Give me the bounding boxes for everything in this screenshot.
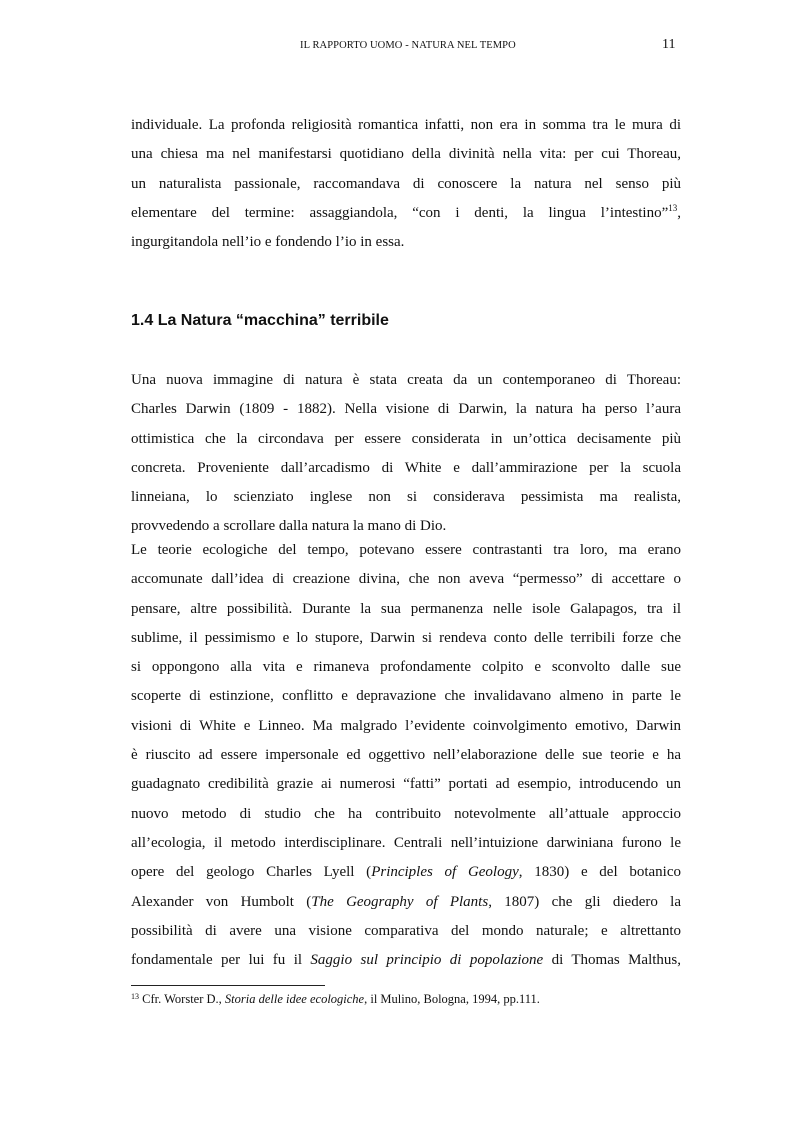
book-title: Saggio sul principio di popolazione (310, 952, 544, 969)
footnote-divider (131, 985, 325, 986)
text-line: linneiana, lo scienziato inglese non si considerava pessimista ma realista, (131, 489, 681, 506)
text-line: Charles Darwin (1809 - 1882). Nella visione di Darwin, la natura ha perso l’aura (131, 401, 681, 418)
text-segment: opere del geologo Charles Lyell ( (131, 864, 372, 881)
text-line (131, 858, 681, 887)
text-line: pensare, altre possibilità. Durante la sua permanenza nelle isole Galapagos, tra il (131, 600, 681, 617)
book-title: Principles of Geology (371, 864, 519, 881)
text-line: scoperte di estinzione, conflitto e depravazione che invalidavano almeno in parte le (131, 688, 681, 705)
text-line (131, 199, 681, 228)
text-line: è riuscito ad essere impersonale ed oggettivo nell’elaborazione delle sue teorie e ha (131, 747, 681, 764)
text-line: ingurgitandola nell’io e fondendo l’io in essa. (131, 234, 405, 251)
text-line: possibilità di avere una visione comparativa del mondo naturale; e altrettanto (131, 922, 681, 939)
footnote-book-title: Storia delle idee ecologiche (224, 992, 365, 1006)
text-segment: , (677, 204, 681, 221)
text-segment: elementare del termine: assaggiandola, “con i denti, la lingua l’intestino” (131, 204, 669, 221)
text-line: Una nuova immagine di natura è stata creata da un contemporaneo di Thoreau: (131, 372, 681, 388)
footnote-text: , il Mulino, Bologna, 1994, pp.111. (364, 992, 540, 1006)
text-segment: , 1807) che gli diedero la (488, 893, 681, 910)
footnote (131, 992, 540, 1007)
footnote-text: Cfr. Worster D., (139, 992, 225, 1006)
book-title: The Geography of Plants (311, 893, 489, 910)
text-line: Le teorie ecologiche del tempo, potevano essere contrastanti tra loro, ma erano (131, 542, 681, 558)
footnote-number: 13 (131, 992, 139, 1001)
text-line: accomunate dall’idea di creazione divina, che non aveva “permesso” di accettare o (131, 571, 681, 588)
text-segment: Alexander von Humbolt ( (131, 893, 312, 910)
text-line: visioni di White e Linneo. Ma malgrado l’evidente coinvolgimento emotivo, Darwin (131, 717, 681, 734)
text-segment: di Thomas Malthus, (543, 952, 681, 969)
page-number: 11 (662, 37, 676, 52)
text-line: si oppongono alla vita e rimaneva profondamente colpito e sconvolto dalle sue (131, 659, 681, 676)
paragraph-theories (131, 536, 681, 975)
text-line: guadagnato credibilità grazie ai numerosi “fatti” portati ad esempio, introducendo un (131, 776, 681, 793)
text-line (131, 946, 681, 975)
running-header: IL RAPPORTO UOMO - NATURA NEL TEMPO (300, 40, 516, 51)
text-line: individuale. La profonda religiosità romantica infatti, non era in somma tra le mura di (131, 117, 681, 133)
text-line: un naturalista passionale, raccomandava di conoscere la natura nel senso più (131, 175, 681, 192)
text-segment: , 1830) e del botanico (518, 864, 682, 881)
text-line: nuovo metodo di studio che ha contribuito notevolmente all’attuale approccio (131, 805, 681, 822)
text-line: una chiesa ma nel manifestarsi quotidiano della divinità nella vita: per cui Thoreau, (131, 146, 681, 163)
text-line: ottimistica che la circondava per essere considerata in un’ottica decisamente più (131, 430, 681, 447)
section-heading: 1.4 La Natura “macchina” terribile (131, 312, 389, 329)
text-line: provvedendo a scrollare dalla natura la mano di Dio. (131, 518, 447, 535)
paragraph-darwin (131, 366, 681, 542)
paragraph-intro (131, 111, 681, 257)
text-line: concreta. Proveniente dall’arcadismo di White e dall’ammirazione per la scuola (131, 459, 681, 476)
footnote-reference[interactable]: 13 (668, 202, 678, 213)
text-line (131, 888, 681, 917)
text-line: all’ecologia, il metodo interdisciplinare. Centrali nell’intuizione darwiniana furono le (131, 834, 681, 851)
text-line: sublime, il pessimismo e lo stupore, Darwin si rendeva conto delle terribili forze che (131, 629, 681, 646)
text-segment: fondamentale per lui fu il (131, 952, 311, 969)
